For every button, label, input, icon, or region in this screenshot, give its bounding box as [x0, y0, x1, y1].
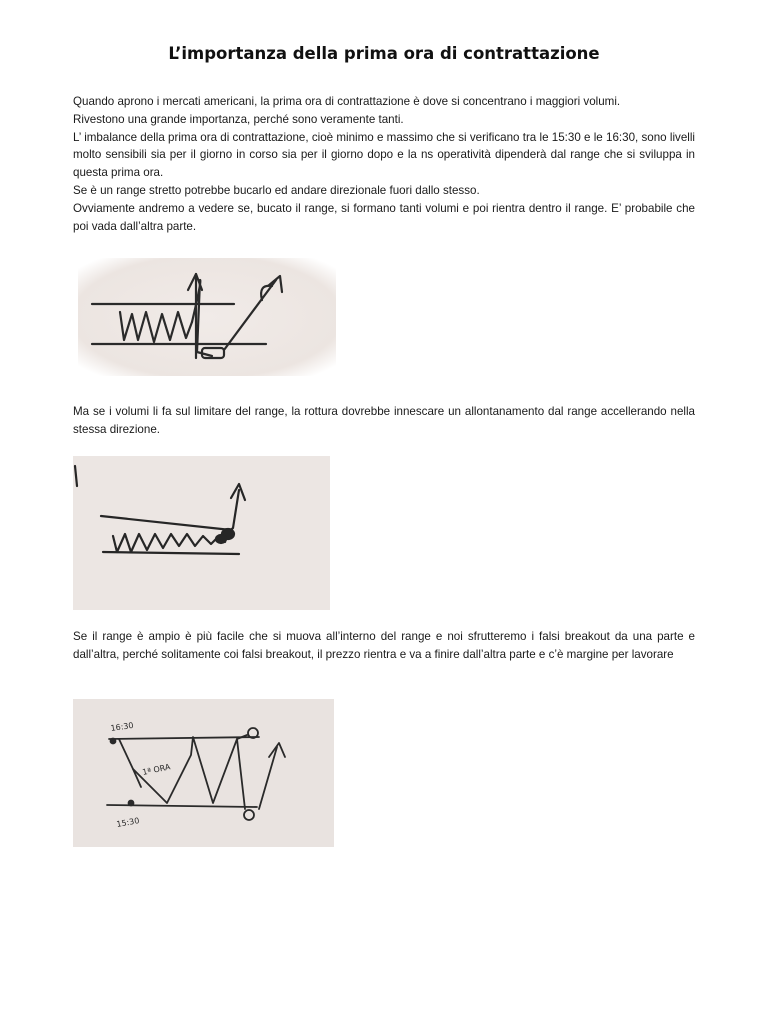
intro-line-2: Rivestono una grande importanza, perché sono veramente tanti.: [73, 112, 404, 126]
label-1630: 16:30: [110, 720, 135, 733]
paragraph-volumes-edge: Ma se i volumi li fa sul limitare del range, la rottura dovrebbe innescare un allontanamento dal range accellerando nella stessa direzione.: [73, 405, 695, 436]
label-prima-ora: 1ª ORA: [141, 762, 172, 777]
label-1530: 15:30: [115, 816, 141, 829]
sketch-narrow-range-image: [62, 240, 364, 398]
sketch-breakout-edge-image: [73, 456, 330, 610]
intro-line-5: Ovviamente andremo a vedere se, bucato il range, si formano tanti volumi e poi rientra dentro il range. E’ probabile che poi vada dall’altra parte.: [73, 201, 695, 233]
intro-line-4: Se è un range stretto potrebbe bucarlo ed andare direzionale fuori dallo stesso.: [73, 183, 480, 197]
sketch-wide-range-image: [73, 699, 334, 847]
intro-line-3: L’ imbalance della prima ora di contrattazione, cioè minimo e massimo che si verificano tra le 15:30 e le 16:30, sono livelli molto sensibili sia per il giorno in corso sia per il giorno dopo e la ns operatività dipenderà dal range che si sviluppa in questa prima ora.: [73, 130, 695, 180]
page-title: L’importanza della prima ora di contrattazione: [168, 44, 600, 63]
intro-paragraph: [73, 93, 695, 235]
intro-line-1: Quando aprono i mercati americani, la prima ora di contrattazione è dove si concentrano i maggiori volumi.: [73, 95, 621, 108]
paragraph-wide-range: Se il range è ampio è più facile che si muova all’interno del range e noi sfrutteremo i falsi breakout da una parte e dall’altra, perché solitamente coi falsi breakout, il prezzo rientra e va a finire dall’altra parte e c’è margine per lavorare: [73, 630, 695, 661]
